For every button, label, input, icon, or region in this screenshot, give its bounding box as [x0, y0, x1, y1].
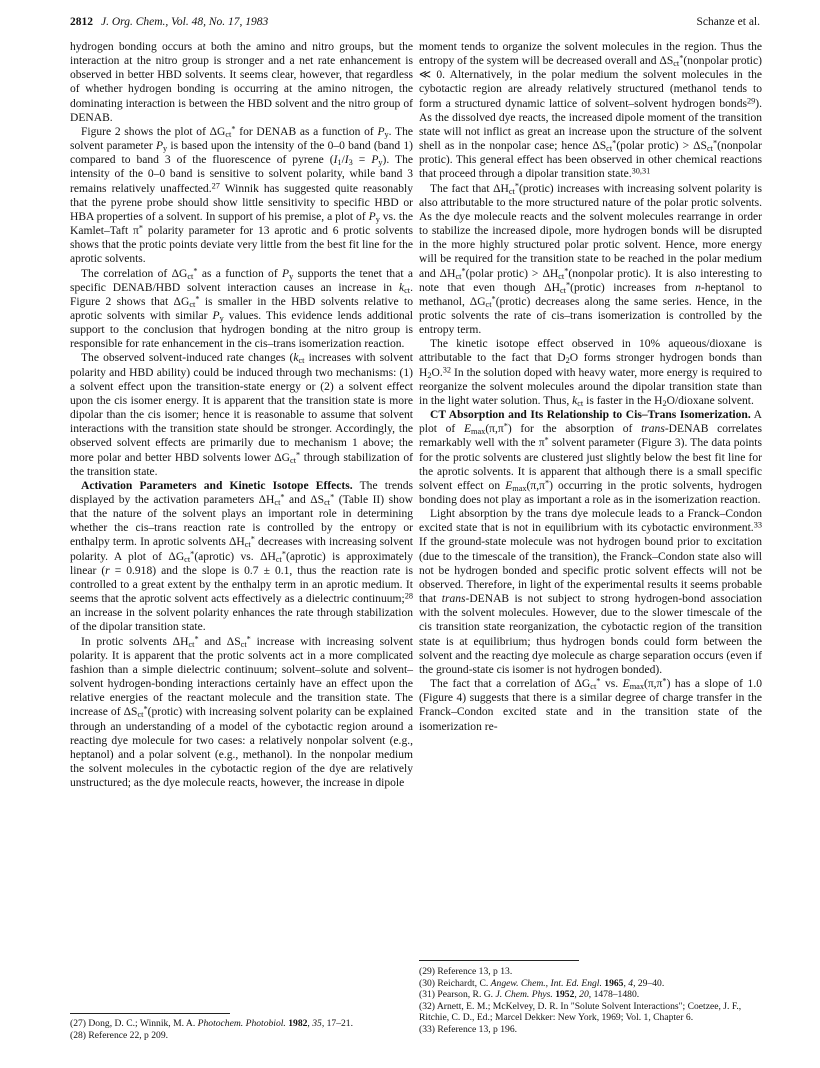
footnotes-right [419, 966, 762, 1036]
paragraph: The kinetic isotope effect observed in 10% aqueous/dioxane is attributable to the fact that $D_2O$ forms stronger hydrogen bonds than $H_2O.^{32}$ In the solution doped with heavy water, more energy is required to reorganize the solvent molecules around the dipolar transition state than in the light water solution. Thus, $k_{ct}$ is faster in the $H_2O$/dioxane solvent. [419, 338, 762, 408]
paragraph: Figure 2 shows the plot of $\Delta G_{ct}^*$ for DENAB as a function of $P_y$. The solvent parameter $P_y$ is based upon the intensity of the 0–0 band (band 1) compared to band 3 of the fluorescence of pyrene $(I_1/I_3 = P_y)$. The intensity of the 0–0 band is sensitive to solvent polarity, while band 3 remains relatively unaffected.$^{27}$ Winnik has suggested quite reasonably that the pyrene probe should show little sensitivity to specific HBD or HBA properties of a solvent. In support of his premise, a plot of $P_y$ vs. the Kamlet–Taft π* polarity parameter for 13 aprotic and 6 protic solvents shows that the protic points deviate very little from the best fit line for the aprotic solvents. [70, 124, 413, 266]
journal-citation: J. Org. Chem., Vol. 48, No. 17, 1983 [101, 16, 269, 28]
section-heading: Activation Parameters and Kinetic Isotope Effects. [81, 479, 353, 492]
paragraph-text: The trends displayed by the activation parameters $\Delta H_{ct}^*$ and $\Delta S_{ct}^*$ (Table II) show that the nature of the solvent plays an important role in determining whether the cis–trans reaction rate is controlled by the entropy or enthalpy term. In aprotic solvents $\Delta H_{ct}^*$ decreases with increasing solvent polarity. A plot of $\Delta G_{ct}^*(aprotic)$ vs. $\Delta H_{ct}^*(aprotic)$ is approximately linear (r = 0.918) and the slope is 0.7 ± 0.1, thus the reaction rate is controlled to a great extent by the enthalpy term in an aprotic medium. It seems that the aprotic solvent acts effectively as a dielectric continuum;$^{28}$ an increase in the solvent polarity enhances the rate through stabilization of the dipolar transition state. [70, 479, 414, 634]
paragraph: moment tends to organize the solvent molecules in the region. Thus the entropy of the system will be decreased overall and $\Delta S_{ct}^*(nonpolar$ protic) ≪ 0. Alternatively, in the polar medium the solvent molecules in the cybotactic region are already relatively structured (methanol tends to form a structured dynamic lattice of solvent–solvent hydrogen bonds$^{29}$). As the dissolved dye reacts, the increased dipole moment of the transition state will not inflict as great an increase upon the structure of the solvent shell as in the nonpolar case; hence $\Delta S_{ct}^*(polar$ protic) > $\Delta S_{ct}^*(nonpolar$ protic). This general effect has been observed in other chemical reactions that proceed through a dipolar transition state.$^{30,31}$ [419, 41, 762, 181]
footnotes-left [70, 1018, 413, 1041]
footnote: (27) Dong, D. C.; Winnik, M. A. Photochem. Photobiol. 1982, 35, 17–21. [70, 1018, 353, 1029]
left-column [70, 40, 413, 790]
footnote: (29) Reference 13, p 13. [419, 966, 513, 977]
paragraph-text: A plot of $E_{max}(\pi,\pi^*)$ for the absorption of trans-DENAB correlates remarkably well with the π* solvent parameter (Figure 3). The data points for the protic solvents are clustered just slightly below the best fit line for the aprotic solvents. It is apparent that although there is a small specific solvent effect on $E_{max}(\pi,\pi^*)$ occurring in the protic solvents, hydrogen bonding does not play as important a role as in the isomerization reaction. [419, 409, 763, 506]
footnote-rule [419, 960, 579, 961]
paragraph: The fact that a correlation of $\Delta G_{ct}^*$ vs. $E_{max}(\pi,\pi^*)$ has a slope of 1.0 (Figure 4) suggests that there is a similar degree of charge transfer in the Franck–Condon excited state and in the transition state of the isomerization re- [419, 676, 762, 733]
paragraph: The fact that $\Delta H_{ct}^*(protic)$ increases with increasing solvent polarity is also attributable to the more structured nature of the polar protic solvents. As the dye molecule reacts and the solvent molecules rearrange in order to stabilize the increased dipole, more hydrogen bonds will be disrupted in the more highly structured polar protic solvent. Hence, more energy will be required for the transition state to be reached in the polar medium and $\Delta H_{ct}^*(polar$ protic) > $\Delta H_{ct}^*(nonpolar$ protic). It is also interesting to note that even though $\Delta H_{ct}^*(protic)$ increases from n-heptanol to methanol, $\Delta G_{ct}^*(protic)$ decreases along the same series. Hence, in the protic solvents the rate of cis–trans isomerization is controlled by the entropy term. [419, 180, 762, 337]
paragraph: hydrogen bonding occurs at both the amino and nitro groups, but the interaction at the nitro group is stronger and a net rate enhancement is observed in better HBD solvents. It seems clear, however, that regardless of whether hydrogen bonding is occurring at the amino nitrogen, the dominating interaction is between the HBD solvent and the nitro group of DENAB. [70, 41, 413, 124]
section-heading: CT Absorption and Its Relationship to Cis–Trans Isomerization. [430, 409, 751, 422]
paragraph: The observed solvent-induced rate changes ($k_{ct}$ increases with solvent polarity and HBD ability) could be induced through two mechanisms: (1) a solvent effect upon the transition-state energy or (2) a solvent effect upon the cis isomer energy. It is apparent that the transition state is more dipolar than the cis isomer; hence it is reasonable to assume that solvent interactions with the transition state should be stronger. Accordingly, the observed solvent effects are primarily due to mechanism 1 above; the more polar and better HBD solvents lower $\Delta G_{ct}^*$ through stabilization of the transition state. [70, 352, 413, 478]
right-column [419, 40, 762, 734]
footnote: (31) Pearson, R. G. J. Chem. Phys. 1952, 20, 1478–1480. [419, 989, 640, 1001]
footnote-rule [70, 1013, 230, 1014]
header-left [70, 16, 268, 28]
running-header [70, 16, 760, 34]
footnote: (28) Reference 22, p 209. [70, 1029, 169, 1041]
header-authors: Schanze et al. [696, 16, 760, 28]
paragraph: In protic solvents $\Delta H_{ct}^*$ and $\Delta S_{ct}^*$ increase with increasing solvent polarity. It is apparent that the protic solvents act in a more complicated fashion than a simple dielectric continuum; solvent–solute and solvent–solvent hydrogen-bonding interactions certainly have an effect upon the relative energies of the reactant molecule and the transition state. The increase of $\Delta S_{ct}^*(protic)$ with increasing solvent polarity can be explained through an understanding of a model of the cybotactic region around a reacting dye molecule for two cases: a relatively nonpolar solvent (e.g., heptanol) and a polar solvent (e.g., methanol). In the nonpolar medium the solvent molecules in the cybotactic region of the dye are relatively unstructured; as the dye molecule reacts, however, the increase in dipole [70, 633, 414, 790]
section-paragraph [419, 408, 762, 507]
section-paragraph [70, 479, 413, 635]
footnote: (32) Arnett, E. M.; McKelvey, D. R. In "Solute Solvent Interactions"; Coetzee, J. F., Ritchie, C. D., Ed.; Marcel Dekker: New York, 1969; Vol. 1, Chapter 6. [419, 1000, 742, 1024]
paragraph: The correlation of $\Delta G_{ct}^*$ as a function of $P_y$ supports the tenet that a specific DENAB/HBD solvent interaction causes an increase in $k_{ct}$. Figure 2 shows that $\Delta G_{ct}^*$ is smaller in the HBD solvents relative to aprotic solvents with similar $P_y$ values. This evidence lends additional support to the conclusion that hydrogen bonding at the nitro group is responsible for rate enhancement in the cis–trans isomerization reaction. [70, 265, 413, 351]
paragraph: Light absorption by the trans dye molecule leads to a Franck–Condon excited state that is not in equilibrium with its cybotactic environment.$^{33}$ If the ground-state molecule was not hydrogen bound prior to excitation (due to the timescale of the transition), the Franck–Condon state also will not be hydrogen bonded and specific protic solvent effects will not be observed. Therefore, in light of the experimental results it seems probable that trans-DENAB is not subject to strong hydrogen-bond association with the solvent molecules. However, due to the slower timescale of the cis transition state reorganization, the cybotactic region of the transition state is at equilibrium; thus hydrogen bonds could form between the solvent and the reacting dye molecule as charge separation occurs (even if the ground-state cis isomer is not hydrogen bonded). [419, 508, 762, 676]
footnote: (30) Reichardt, C. Angew. Chem., Int. Ed. Engl. 1965, 4, 29–40. [419, 977, 665, 989]
footnote: (33) Reference 13, p 196. [419, 1023, 518, 1035]
page-number: 2812 [70, 16, 93, 28]
